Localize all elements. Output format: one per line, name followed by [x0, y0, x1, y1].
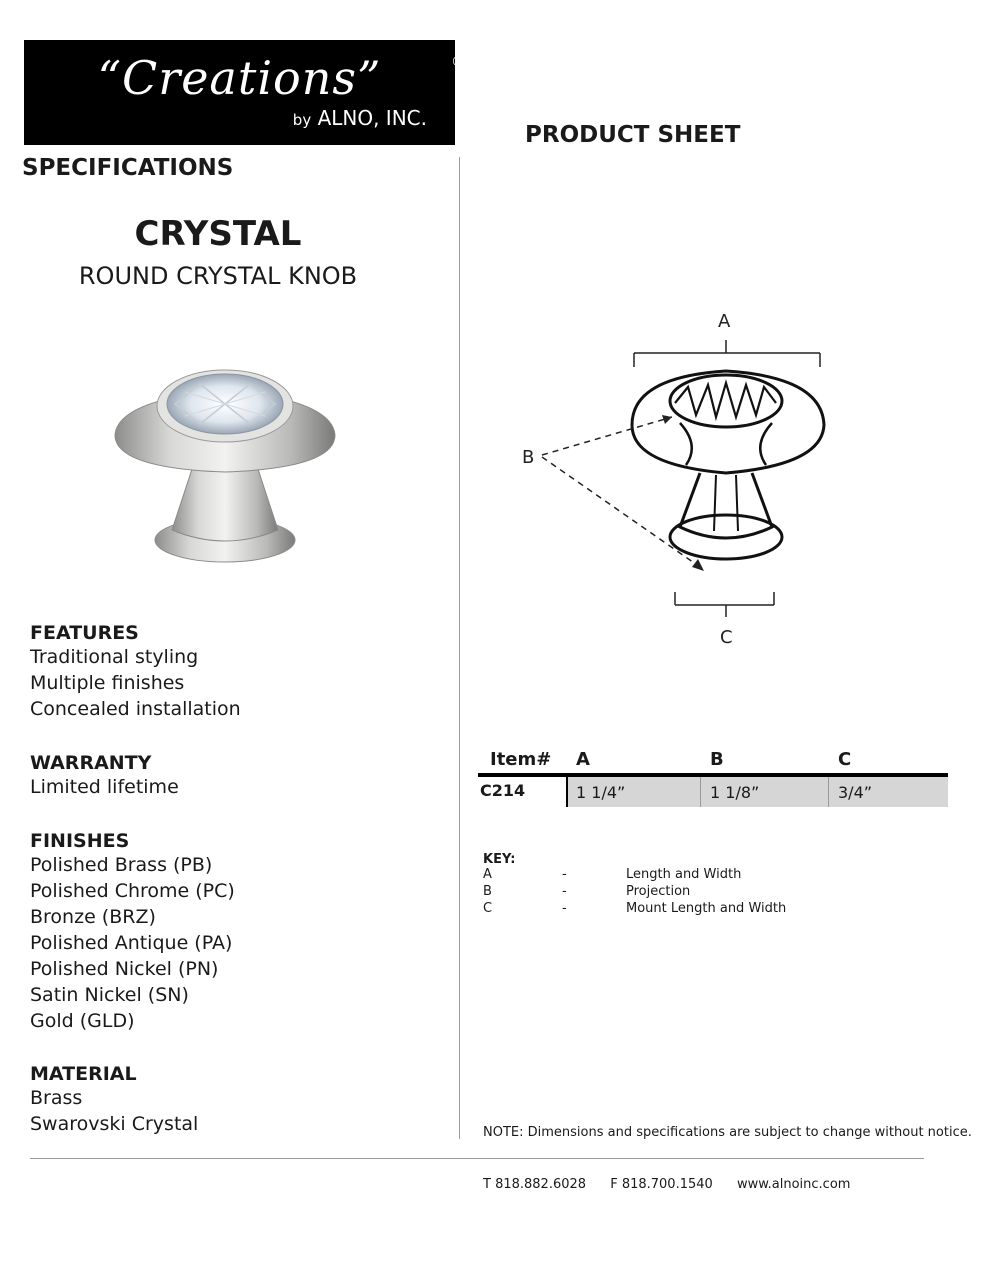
footer-website[interactable]: www.alnoinc.com [736, 1177, 851, 1192]
footer-divider [30, 1158, 924, 1159]
warranty-label: WARRANTY [30, 752, 152, 774]
finish-item: Polished Antique (PA) [30, 932, 233, 954]
finish-item: Polished Chrome (PC) [30, 880, 235, 902]
material-section [30, 1063, 440, 1137]
dimension-diagram [510, 305, 850, 660]
logo-byline [293, 106, 427, 130]
finishes-label: FINISHES [30, 830, 130, 852]
table-cell-b: 1 1/8” [710, 783, 760, 802]
key-letter: A [483, 867, 492, 882]
finish-item: Polished Nickel (PN) [30, 958, 219, 980]
vertical-divider [459, 157, 460, 1139]
feature-item: Multiple finishes [30, 672, 185, 694]
key-dash: - [562, 901, 567, 916]
footer-fax: F 818.700.1540 [610, 1177, 713, 1192]
product-name: CRYSTAL [134, 214, 302, 254]
table-cell-a: 1 1/4” [576, 783, 626, 802]
key-meaning: Length and Width [626, 867, 742, 882]
specifications-heading: SPECIFICATIONS [22, 155, 234, 181]
footer-phone: T 818.882.6028 [483, 1177, 587, 1192]
dimensions-table [478, 747, 948, 809]
key-letter: B [483, 884, 492, 899]
footer-contact [483, 1177, 870, 1192]
finish-item: Polished Brass (PB) [30, 854, 213, 876]
diagram-label-a: A [718, 311, 731, 332]
key-letter: C [483, 901, 493, 916]
registered-mark: ® [451, 54, 465, 70]
logo-by: by [292, 111, 312, 129]
product-photo [100, 340, 350, 600]
table-cell-item: C214 [480, 781, 526, 800]
table-header-a: A [576, 749, 590, 770]
key-dash: - [562, 884, 567, 899]
product-description: ROUND CRYSTAL KNOB [78, 262, 358, 290]
table-cell-c: 3/4” [838, 783, 873, 802]
finishes-section [30, 830, 440, 1034]
logo-company: ALNO, INC. [317, 106, 427, 130]
product-sheet-heading: PRODUCT SHEET [525, 122, 741, 148]
feature-item: Traditional styling [30, 646, 199, 668]
key-meaning: Mount Length and Width [626, 901, 787, 916]
key-dash: - [562, 867, 567, 882]
diagram-label-c: C [720, 627, 733, 648]
feature-item: Concealed installation [30, 698, 241, 720]
key-title: KEY: [483, 852, 516, 867]
features-section [30, 622, 440, 722]
finish-item: Gold (GLD) [30, 1010, 135, 1032]
key-meaning: Projection [626, 884, 691, 899]
material-item: Brass [30, 1087, 83, 1109]
table-header-item: Item# [490, 749, 552, 770]
key-legend [483, 852, 883, 918]
diagram-label-b: B [522, 447, 535, 468]
finish-item: Bronze (BRZ) [30, 906, 156, 928]
table-header-c: C [838, 749, 852, 770]
logo-wordmark: “Creations” [97, 51, 382, 105]
warranty-item: Limited lifetime [30, 776, 179, 798]
disclaimer-note: NOTE: Dimensions and specifications are subject to change without notice. [483, 1125, 972, 1140]
material-label: MATERIAL [30, 1063, 137, 1085]
warranty-section [30, 752, 440, 800]
brand-logo [24, 40, 465, 145]
features-label: FEATURES [30, 622, 139, 644]
finish-item: Satin Nickel (SN) [30, 984, 189, 1006]
material-item: Swarovski Crystal [30, 1113, 199, 1135]
table-header-b: B [710, 749, 724, 770]
